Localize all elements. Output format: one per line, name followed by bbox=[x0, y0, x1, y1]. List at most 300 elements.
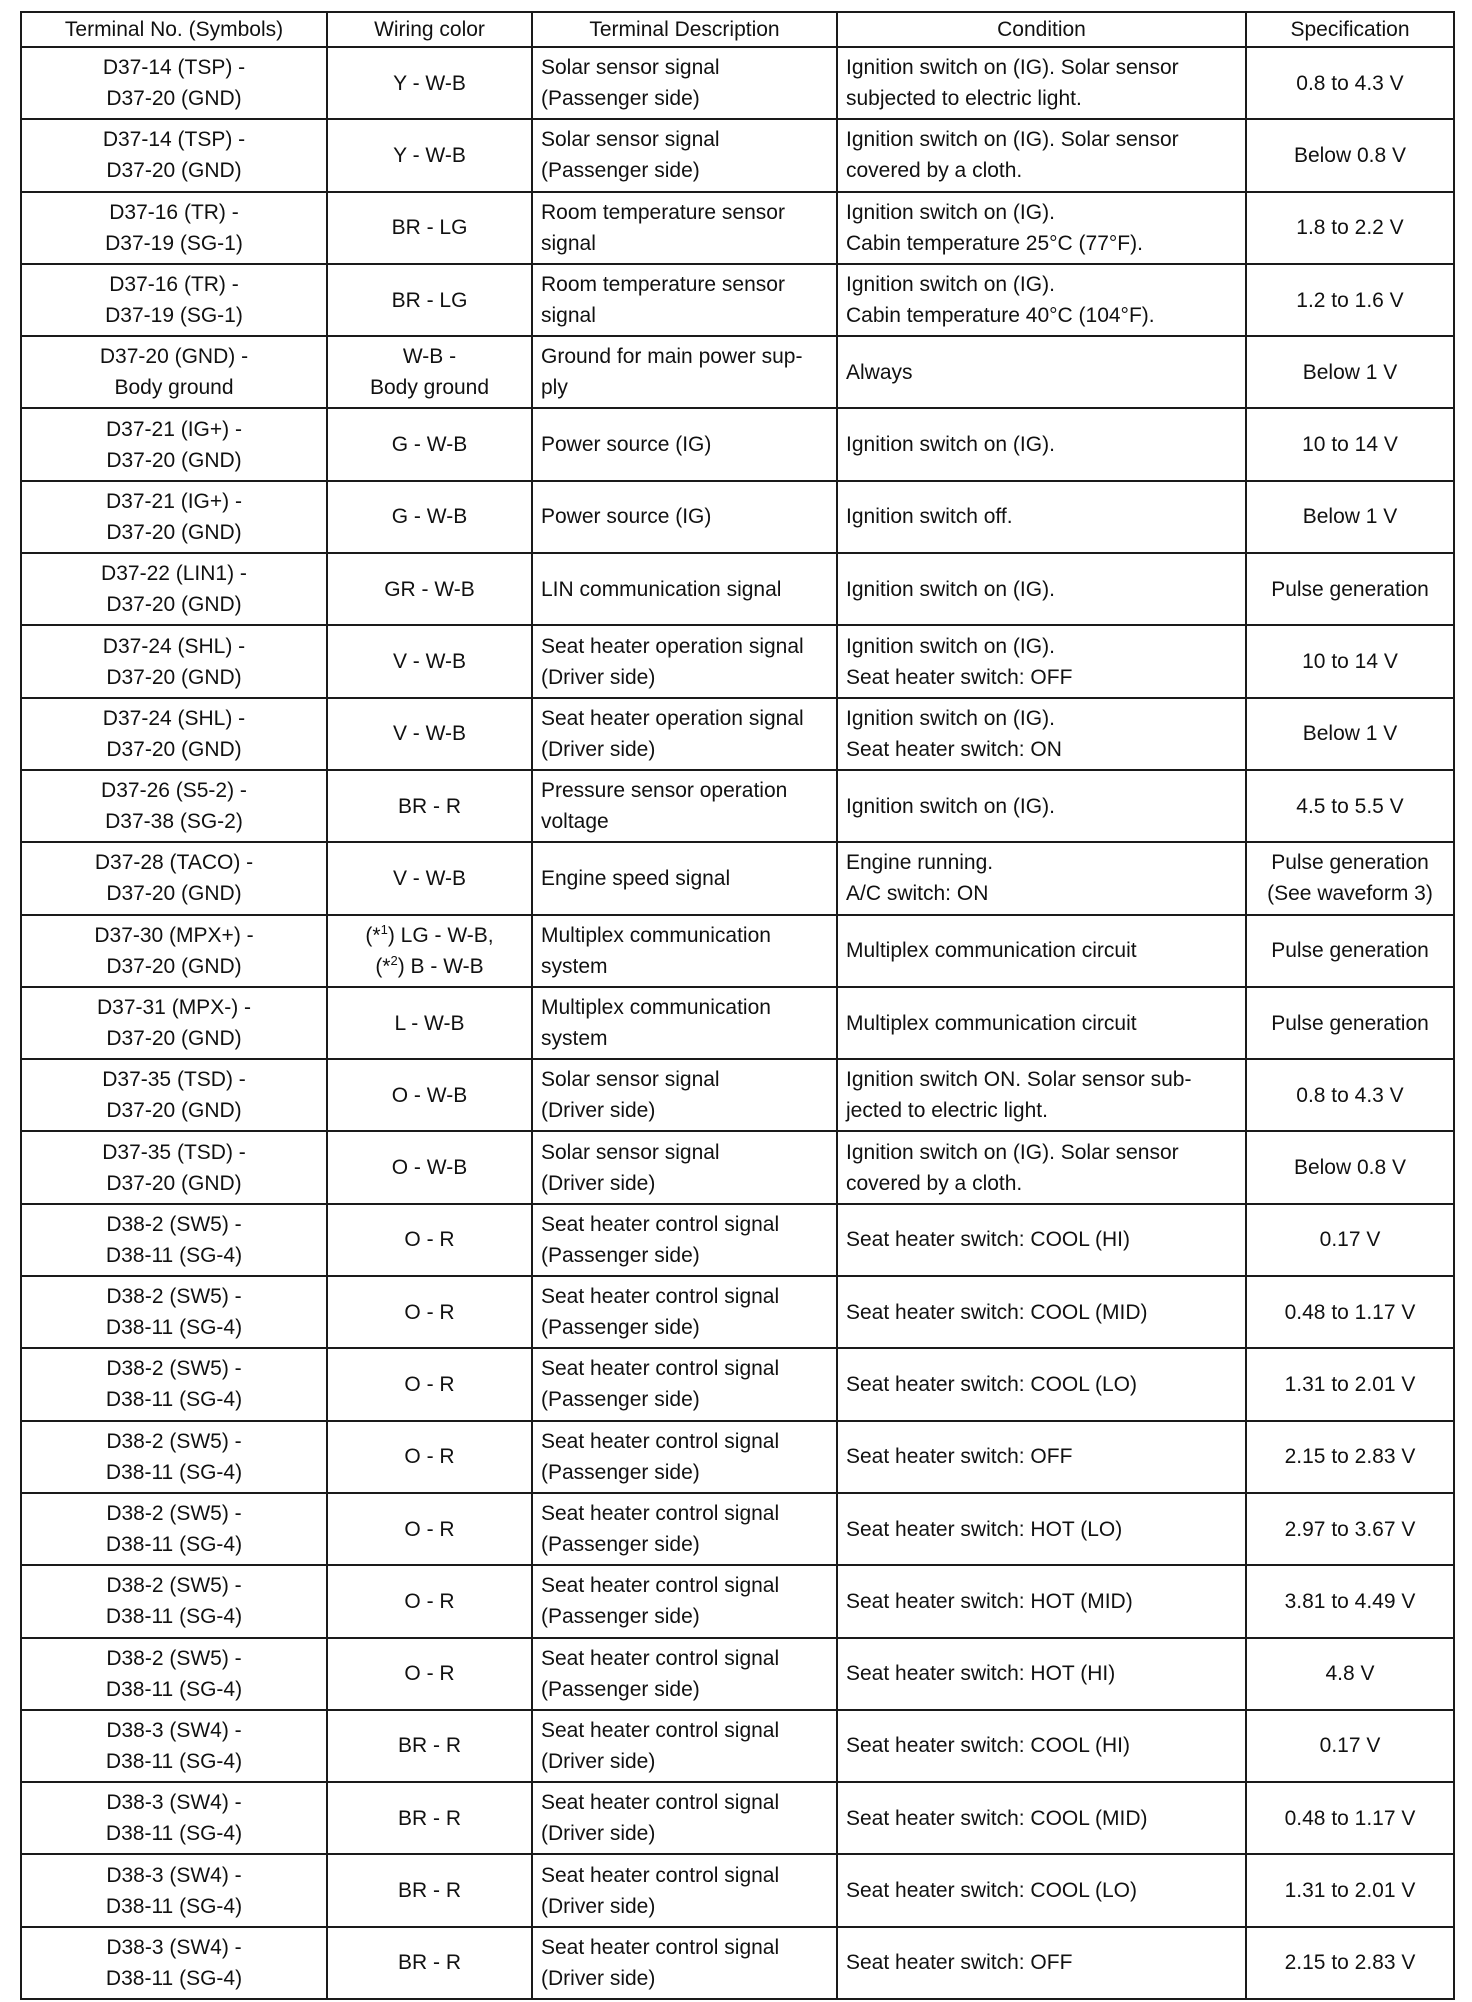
wiring-color-cell bbox=[327, 481, 532, 553]
specification-cell bbox=[1246, 1276, 1454, 1348]
description-line: Solar sensor signal bbox=[541, 56, 720, 80]
condition-cell bbox=[837, 770, 1246, 842]
table-row bbox=[21, 336, 1454, 408]
table-row bbox=[21, 1638, 1454, 1710]
wiring-color-cell bbox=[327, 1710, 532, 1782]
wiring-color-cell bbox=[327, 264, 532, 336]
condition-cell bbox=[837, 192, 1246, 264]
wiring-color-line: Y - W-B bbox=[393, 143, 466, 167]
wiring-color-line: BR - R bbox=[398, 1806, 461, 1830]
condition-line: Multiplex communication circuit bbox=[846, 939, 1137, 963]
terminal-line: D37-19 (SG-1) bbox=[105, 231, 243, 255]
description-line: (Passenger side) bbox=[541, 1388, 700, 1412]
description-line: Solar sensor signal bbox=[541, 1140, 720, 1164]
terminal-line: D37-20 (GND) bbox=[106, 1099, 242, 1123]
description-line: Seat heater control signal bbox=[541, 1574, 780, 1598]
condition-line: Ignition switch on (IG). Solar sensor bbox=[846, 56, 1179, 80]
specification-cell bbox=[1246, 1782, 1454, 1854]
condition-cell bbox=[837, 1204, 1246, 1276]
terminal-line: D37-20 (GND) bbox=[106, 593, 242, 617]
description-line: Power source (IG) bbox=[541, 505, 712, 529]
condition-line: Ignition switch on (IG). bbox=[846, 794, 1055, 818]
specification-cell bbox=[1246, 1565, 1454, 1637]
specification-cell bbox=[1246, 481, 1454, 553]
condition-line: Ignition switch on (IG). bbox=[846, 634, 1055, 658]
specification-line: 0.17 V bbox=[1319, 1734, 1381, 1758]
terminal-line: D37-20 (GND) bbox=[106, 954, 242, 978]
terminal-line: D37-14 (TSP) - bbox=[102, 128, 246, 152]
condition-line: jected to electric light. bbox=[846, 1099, 1048, 1123]
description-line: Room temperature sensor bbox=[541, 273, 785, 297]
specification-line: 4.8 V bbox=[1325, 1662, 1375, 1686]
wiring-color-cell bbox=[327, 842, 532, 914]
terminal-line: D38-2 (SW5) - bbox=[106, 1357, 242, 1381]
wiring-color-cell bbox=[327, 1204, 532, 1276]
specification-line: 1.31 to 2.01 V bbox=[1284, 1372, 1416, 1396]
terminal-line: D38-2 (SW5) - bbox=[106, 1502, 242, 1526]
specification-cell bbox=[1246, 770, 1454, 842]
wiring-color-cell bbox=[327, 1638, 532, 1710]
wiring-color-line: L - W-B bbox=[394, 1011, 465, 1035]
wiring-color-cell bbox=[327, 1782, 532, 1854]
condition-cell bbox=[837, 915, 1246, 987]
wiring-color-line: BR - LG bbox=[391, 288, 468, 312]
specification-line: Pulse generation bbox=[1271, 939, 1429, 963]
terminal-cell bbox=[21, 770, 327, 842]
wiring-color-cell bbox=[327, 625, 532, 697]
condition-cell bbox=[837, 987, 1246, 1059]
wiring-color-cell bbox=[327, 119, 532, 191]
footnote-marker: 1 bbox=[380, 921, 388, 937]
terminal-cell bbox=[21, 625, 327, 697]
description-cell bbox=[532, 1493, 837, 1565]
description-line: (Driver side) bbox=[541, 1171, 656, 1195]
condition-cell bbox=[837, 1493, 1246, 1565]
description-line: Seat heater control signal bbox=[541, 1502, 780, 1526]
wiring-color-cell bbox=[327, 336, 532, 408]
condition-line: Engine running. bbox=[846, 851, 994, 875]
description-line: LIN communication signal bbox=[541, 577, 782, 601]
condition-line: Cabin temperature 40°C (104°F). bbox=[846, 304, 1155, 328]
terminal-line: D38-11 (SG-4) bbox=[105, 1822, 243, 1846]
wiring-color-line: O - W-B bbox=[391, 1083, 468, 1107]
specification-cell bbox=[1246, 47, 1454, 119]
description-line: Seat heater control signal bbox=[541, 1429, 780, 1453]
wiring-color-cell bbox=[327, 1854, 532, 1926]
condition-cell bbox=[837, 1421, 1246, 1493]
description-cell bbox=[532, 408, 837, 480]
condition-cell bbox=[837, 264, 1246, 336]
terminal-line: D37-20 (GND) bbox=[106, 520, 242, 544]
wiring-color-line: Y - W-B bbox=[393, 71, 466, 95]
specification-line: Below 0.8 V bbox=[1293, 143, 1407, 167]
header-wiring: Wiring color bbox=[327, 12, 532, 47]
terminal-line: D37-38 (SG-2) bbox=[105, 810, 243, 834]
description-cell bbox=[532, 1565, 837, 1637]
specification-cell bbox=[1246, 1131, 1454, 1203]
terminal-line: D37-20 (GND) bbox=[106, 1171, 242, 1195]
table-row bbox=[21, 915, 1454, 987]
table-row bbox=[21, 1421, 1454, 1493]
condition-cell bbox=[837, 842, 1246, 914]
condition-cell bbox=[837, 1927, 1246, 1999]
terminal-line: D38-11 (SG-4) bbox=[105, 1605, 243, 1629]
header-description: Terminal Description bbox=[532, 12, 837, 47]
table-row bbox=[21, 1276, 1454, 1348]
wiring-color-cell bbox=[327, 915, 532, 987]
table-row bbox=[21, 1782, 1454, 1854]
terminal-cell bbox=[21, 47, 327, 119]
terminal-line: D37-16 (TR) - bbox=[109, 273, 239, 297]
description-line: system bbox=[541, 954, 608, 978]
wiring-color-line: O - R bbox=[404, 1300, 455, 1324]
terminal-cell bbox=[21, 1638, 327, 1710]
wiring-color-cell bbox=[327, 1348, 532, 1420]
terminal-line: D38-11 (SG-4) bbox=[105, 1316, 243, 1340]
description-line: (Passenger side) bbox=[541, 87, 700, 111]
description-line: (Passenger side) bbox=[541, 159, 700, 183]
wiring-color-cell bbox=[327, 553, 532, 625]
terminal-cell bbox=[21, 1131, 327, 1203]
specification-line: Below 1 V bbox=[1302, 722, 1398, 746]
description-cell bbox=[532, 1782, 837, 1854]
specification-cell bbox=[1246, 1854, 1454, 1926]
condition-cell bbox=[837, 1638, 1246, 1710]
table-row bbox=[21, 698, 1454, 770]
condition-line: Ignition switch on (IG). bbox=[846, 577, 1055, 601]
specification-cell bbox=[1246, 553, 1454, 625]
terminal-line: D37-19 (SG-1) bbox=[105, 304, 243, 328]
condition-line: Ignition switch on (IG). bbox=[846, 433, 1055, 457]
description-line: Room temperature sensor bbox=[541, 200, 785, 224]
condition-cell bbox=[837, 408, 1246, 480]
wiring-color-cell bbox=[327, 987, 532, 1059]
condition-cell bbox=[837, 1059, 1246, 1131]
table-row bbox=[21, 1565, 1454, 1637]
table-row bbox=[21, 1348, 1454, 1420]
terminal-line: D38-2 (SW5) - bbox=[106, 1646, 242, 1670]
terminal-cell bbox=[21, 1059, 327, 1131]
specification-line: (See waveform 3) bbox=[1267, 882, 1433, 906]
terminal-line: D37-14 (TSP) - bbox=[102, 56, 246, 80]
condition-line: Ignition switch off. bbox=[846, 505, 1013, 529]
terminal-cell bbox=[21, 698, 327, 770]
description-line: (Passenger side) bbox=[541, 1316, 700, 1340]
terminal-line: D38-11 (SG-4) bbox=[105, 1677, 243, 1701]
description-line: Multiplex communication bbox=[541, 996, 771, 1019]
specification-line: 2.97 to 3.67 V bbox=[1284, 1517, 1416, 1541]
table-row bbox=[21, 408, 1454, 480]
terminal-cell bbox=[21, 1565, 327, 1637]
description-cell bbox=[532, 915, 837, 987]
wiring-color-text: ) B - W-B bbox=[397, 954, 484, 978]
specification-cell bbox=[1246, 1638, 1454, 1710]
terminal-line: D37-24 (SHL) - bbox=[102, 634, 246, 658]
table-row bbox=[21, 1854, 1454, 1926]
description-line: Pressure sensor operation bbox=[541, 779, 788, 803]
description-line: Power source (IG) bbox=[541, 433, 712, 457]
description-line: Multiplex communication bbox=[541, 923, 771, 947]
condition-cell bbox=[837, 47, 1246, 119]
description-line: (Driver side) bbox=[541, 737, 656, 761]
table-row bbox=[21, 625, 1454, 697]
description-line: Ground for main power sup- bbox=[541, 345, 803, 369]
wiring-color-line: BR - R bbox=[398, 1879, 461, 1903]
specification-line: 0.48 to 1.17 V bbox=[1284, 1300, 1416, 1324]
wiring-color-line: W-B - bbox=[402, 345, 457, 369]
wiring-color-line: V - W-B bbox=[392, 650, 467, 674]
specification-cell bbox=[1246, 915, 1454, 987]
description-line: system bbox=[541, 1027, 608, 1050]
terminal-line: D37-20 (GND) bbox=[106, 882, 242, 906]
terminal-cell bbox=[21, 408, 327, 480]
description-cell bbox=[532, 553, 837, 625]
condition-line: Seat heater switch: COOL (LO) bbox=[846, 1879, 1137, 1903]
wiring-color-line bbox=[336, 951, 523, 982]
description-cell bbox=[532, 481, 837, 553]
description-line: (Driver side) bbox=[541, 1894, 656, 1918]
specification-cell bbox=[1246, 1204, 1454, 1276]
wiring-color-cell bbox=[327, 770, 532, 842]
table-row bbox=[21, 481, 1454, 553]
specification-line: Pulse generation bbox=[1271, 577, 1429, 601]
condition-line: Seat heater switch: OFF bbox=[846, 1445, 1073, 1469]
specification-cell bbox=[1246, 264, 1454, 336]
terminal-line: D38-3 (SW4) - bbox=[106, 1718, 242, 1742]
header-specification: Specification bbox=[1246, 12, 1454, 47]
description-cell bbox=[532, 119, 837, 191]
description-cell bbox=[532, 770, 837, 842]
description-line: Solar sensor signal bbox=[541, 1068, 720, 1092]
condition-line: Seat heater switch: HOT (LO) bbox=[846, 1517, 1123, 1541]
description-line: (Driver side) bbox=[541, 1749, 656, 1773]
terminal-line: D38-2 (SW5) - bbox=[106, 1285, 242, 1309]
terminal-cell bbox=[21, 264, 327, 336]
table-row bbox=[21, 1131, 1454, 1203]
terminal-line: D38-3 (SW4) - bbox=[106, 1863, 242, 1887]
description-line: (Passenger side) bbox=[541, 1677, 700, 1701]
terminal-cell bbox=[21, 119, 327, 191]
terminal-line: D38-2 (SW5) - bbox=[106, 1212, 242, 1236]
condition-line: Cabin temperature 25°C (77°F). bbox=[846, 231, 1143, 255]
terminal-line: D38-2 (SW5) - bbox=[106, 1574, 242, 1598]
condition-cell bbox=[837, 1276, 1246, 1348]
condition-line: Ignition switch on (IG). bbox=[846, 273, 1055, 297]
wiring-color-cell bbox=[327, 698, 532, 770]
wiring-color-cell bbox=[327, 192, 532, 264]
description-cell bbox=[532, 625, 837, 697]
condition-cell bbox=[837, 1565, 1246, 1637]
terminal-line: D37-35 (TSD) - bbox=[102, 1140, 246, 1164]
specification-cell bbox=[1246, 1421, 1454, 1493]
terminal-line: D38-11 (SG-4) bbox=[105, 1243, 243, 1267]
wiring-color-line: O - R bbox=[404, 1445, 455, 1469]
terminal-line: D37-35 (TSD) - bbox=[102, 1068, 246, 1092]
specification-line: 4.5 to 5.5 V bbox=[1296, 794, 1404, 818]
specification-line: 10 to 14 V bbox=[1302, 650, 1398, 674]
specification-line: 1.8 to 2.2 V bbox=[1296, 216, 1404, 240]
specification-line: 2.15 to 2.83 V bbox=[1284, 1951, 1416, 1975]
table-row bbox=[21, 1710, 1454, 1782]
wiring-color-cell bbox=[327, 1927, 532, 1999]
description-line: Seat heater control signal bbox=[541, 1357, 780, 1381]
wiring-color-line: G - W-B bbox=[391, 433, 468, 457]
terminal-cell bbox=[21, 1348, 327, 1420]
table-header-row bbox=[21, 12, 1454, 47]
specification-line: Pulse generation bbox=[1271, 851, 1429, 875]
wiring-color-line: GR - W-B bbox=[384, 577, 475, 601]
wiring-color-line: G - W-B bbox=[391, 505, 468, 529]
wiring-color-line: O - W-B bbox=[391, 1156, 468, 1180]
terminal-line: D37-22 (LIN1) - bbox=[101, 562, 247, 586]
terminal-line: Body ground bbox=[114, 376, 234, 400]
description-line: signal bbox=[541, 304, 596, 328]
wiring-color-line: O - R bbox=[404, 1589, 455, 1613]
table-row bbox=[21, 842, 1454, 914]
specification-cell bbox=[1246, 1348, 1454, 1420]
table-row bbox=[21, 1493, 1454, 1565]
terminal-line: D37-20 (GND) bbox=[106, 159, 242, 183]
description-cell bbox=[532, 1059, 837, 1131]
specification-line: Pulse generation bbox=[1271, 1011, 1429, 1035]
specification-line: 2.15 to 2.83 V bbox=[1284, 1445, 1416, 1469]
description-cell bbox=[532, 1638, 837, 1710]
table-row bbox=[21, 47, 1454, 119]
terminal-cell bbox=[21, 987, 327, 1059]
terminal-line: D38-11 (SG-4) bbox=[105, 1966, 243, 1990]
table-row bbox=[21, 192, 1454, 264]
wiring-color-line: V - W-B bbox=[392, 722, 467, 746]
condition-cell bbox=[837, 698, 1246, 770]
terminal-line: D37-24 (SHL) - bbox=[102, 706, 246, 730]
description-cell bbox=[532, 1927, 837, 1999]
specification-line: Below 1 V bbox=[1302, 360, 1398, 384]
wiring-color-cell bbox=[327, 1059, 532, 1131]
description-line: Seat heater operation signal bbox=[541, 706, 804, 730]
condition-line: Seat heater switch: COOL (MID) bbox=[846, 1806, 1148, 1830]
table-row bbox=[21, 553, 1454, 625]
description-line: (Passenger side) bbox=[541, 1243, 700, 1267]
terminal-line: D38-11 (SG-4) bbox=[105, 1388, 243, 1412]
wiring-color-cell bbox=[327, 47, 532, 119]
condition-line: Ignition switch on (IG). bbox=[846, 200, 1055, 224]
terminal-line: D37-20 (GND) bbox=[106, 665, 242, 689]
description-cell bbox=[532, 336, 837, 408]
description-line: Seat heater operation signal bbox=[541, 634, 804, 658]
condition-line: covered by a cloth. bbox=[846, 159, 1023, 183]
description-line: (Driver side) bbox=[541, 665, 656, 689]
terminal-cell bbox=[21, 1927, 327, 1999]
wiring-color-line: BR - R bbox=[398, 794, 461, 818]
terminal-line: D38-3 (SW4) - bbox=[106, 1791, 242, 1815]
description-line: Solar sensor signal bbox=[541, 128, 720, 152]
terminal-cell bbox=[21, 1854, 327, 1926]
terminal-cell bbox=[21, 842, 327, 914]
terminal-line: D38-2 (SW5) - bbox=[106, 1429, 242, 1453]
condition-line: A/C switch: ON bbox=[846, 882, 989, 906]
description-cell bbox=[532, 842, 837, 914]
condition-line: Seat heater switch: OFF bbox=[846, 1951, 1073, 1975]
condition-cell bbox=[837, 1710, 1246, 1782]
terminal-line: D37-20 (GND) bbox=[106, 448, 242, 472]
specification-line: Below 0.8 V bbox=[1293, 1156, 1407, 1180]
description-cell bbox=[532, 987, 837, 1059]
description-cell bbox=[532, 1131, 837, 1203]
description-cell bbox=[532, 1421, 837, 1493]
specification-line: 0.17 V bbox=[1319, 1228, 1381, 1252]
wiring-color-line: BR - LG bbox=[391, 216, 468, 240]
description-line: Seat heater control signal bbox=[541, 1646, 780, 1670]
description-line: Seat heater control signal bbox=[541, 1285, 780, 1309]
wiring-color-line bbox=[336, 920, 523, 951]
terminal-line: D37-20 (GND) bbox=[106, 737, 242, 761]
terminal-cell bbox=[21, 481, 327, 553]
condition-line: subjected to electric light. bbox=[846, 87, 1082, 111]
specification-cell bbox=[1246, 119, 1454, 191]
condition-cell bbox=[837, 119, 1246, 191]
terminal-line: D37-21 (IG+) - bbox=[106, 489, 242, 513]
description-line: Seat heater control signal bbox=[541, 1791, 780, 1815]
description-line: (Passenger side) bbox=[541, 1533, 700, 1557]
description-cell bbox=[532, 47, 837, 119]
condition-line: Seat heater switch: COOL (MID) bbox=[846, 1300, 1148, 1324]
description-cell bbox=[532, 1854, 837, 1926]
table-row bbox=[21, 264, 1454, 336]
table-body bbox=[21, 47, 1454, 1999]
condition-cell bbox=[837, 553, 1246, 625]
specification-line: 3.81 to 4.49 V bbox=[1284, 1589, 1416, 1613]
wiring-color-cell bbox=[327, 408, 532, 480]
terminal-spec-table bbox=[20, 11, 1455, 2000]
terminal-line: D38-11 (SG-4) bbox=[105, 1749, 243, 1773]
description-cell bbox=[532, 698, 837, 770]
condition-line: Seat heater switch: COOL (HI) bbox=[846, 1734, 1130, 1758]
condition-cell bbox=[837, 1782, 1246, 1854]
description-line: (Driver side) bbox=[541, 1822, 656, 1846]
description-cell bbox=[532, 1204, 837, 1276]
condition-line: Ignition switch ON. Solar sensor sub- bbox=[846, 1068, 1192, 1092]
terminal-cell bbox=[21, 553, 327, 625]
terminal-line: D38-11 (SG-4) bbox=[105, 1894, 243, 1918]
description-line: (Driver side) bbox=[541, 1099, 656, 1123]
wiring-color-line: Body ground bbox=[369, 376, 490, 400]
condition-line: Multiplex communication circuit bbox=[846, 1011, 1137, 1035]
footnote-marker: 2 bbox=[390, 952, 398, 968]
specification-cell bbox=[1246, 987, 1454, 1059]
header-terminal: Terminal No. (Symbols) bbox=[21, 12, 327, 47]
terminal-cell bbox=[21, 915, 327, 987]
condition-cell bbox=[837, 481, 1246, 553]
specification-line: Below 1 V bbox=[1302, 505, 1398, 529]
wiring-color-line: BR - R bbox=[398, 1951, 461, 1975]
wiring-color-line: O - R bbox=[404, 1662, 455, 1686]
specification-cell bbox=[1246, 1493, 1454, 1565]
wiring-color-cell bbox=[327, 1493, 532, 1565]
specification-line: 0.8 to 4.3 V bbox=[1296, 1083, 1404, 1107]
specification-cell bbox=[1246, 842, 1454, 914]
description-line: signal bbox=[541, 231, 596, 255]
condition-cell bbox=[837, 1348, 1246, 1420]
specification-line: 10 to 14 V bbox=[1302, 433, 1398, 457]
terminal-cell bbox=[21, 192, 327, 264]
condition-cell bbox=[837, 336, 1246, 408]
condition-cell bbox=[837, 1854, 1246, 1926]
condition-line: Seat heater switch: ON bbox=[846, 737, 1062, 761]
table-row bbox=[21, 770, 1454, 842]
note-open: (* bbox=[365, 923, 381, 947]
note-open: (* bbox=[375, 954, 391, 978]
condition-line: Ignition switch on (IG). Solar sensor bbox=[846, 128, 1179, 152]
